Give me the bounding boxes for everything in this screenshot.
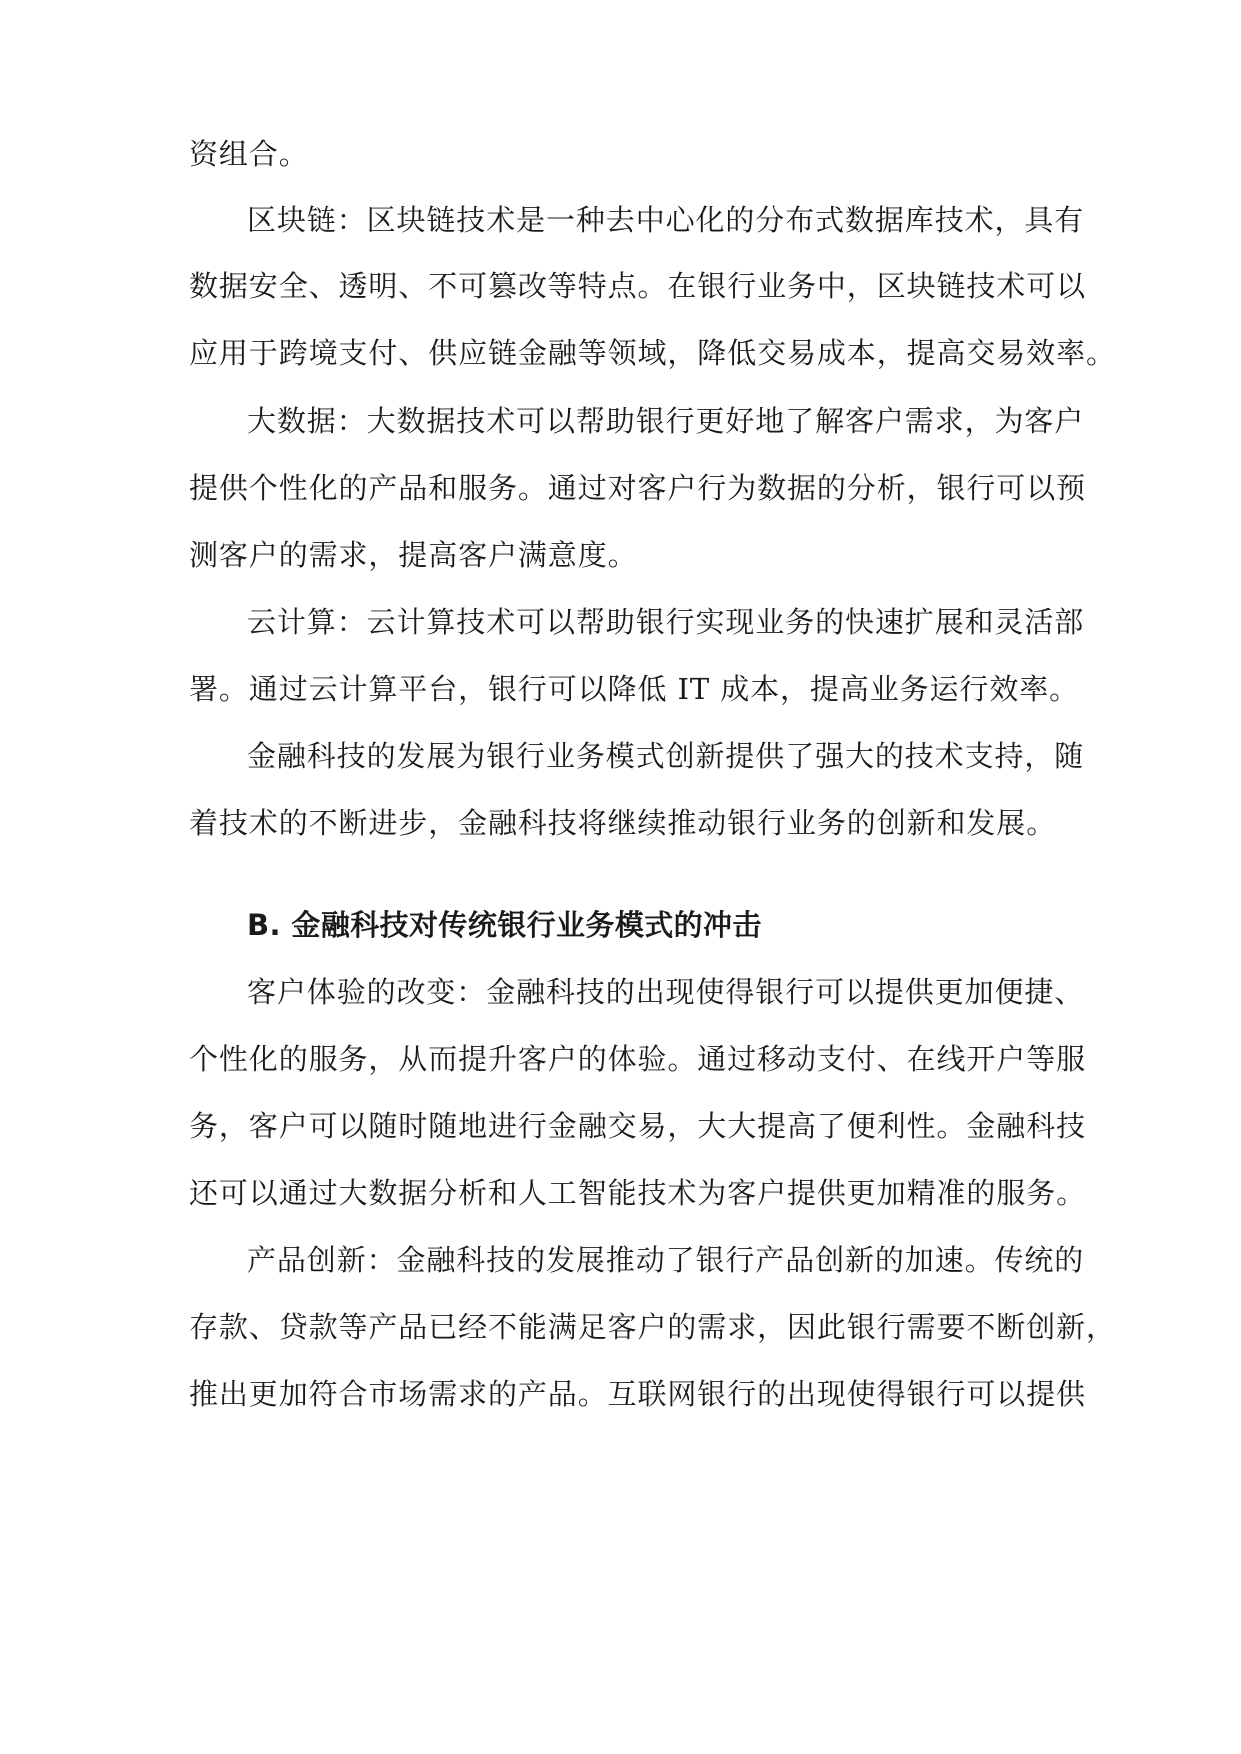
paragraph-summary-line: 着技术的不断进步，金融科技将继续推动银行业务的创新和发展。	[189, 806, 1057, 840]
paragraph-cloud-line: 云计算：云计算技术可以帮助银行实现业务的快速扩展和灵活部	[247, 605, 1085, 639]
paragraph-intro-line: 资组合。	[189, 137, 309, 171]
paragraph-product-line: 产品创新：金融科技的发展推动了银行产品创新的加速。传统的	[247, 1243, 1085, 1277]
paragraph-customer-line: 客户体验的改变：金融科技的出现使得银行可以提供更加便捷、	[247, 975, 1085, 1009]
paragraph-summary-line: 金融科技的发展为银行业务模式创新提供了强大的技术支持，随	[247, 739, 1085, 773]
paragraph-bigdata-line: 大数据：大数据技术可以帮助银行更好地了解客户需求，为客户	[247, 404, 1085, 438]
paragraph-bigdata-line: 测客户的需求，提高客户满意度。	[189, 538, 638, 572]
paragraph-bigdata-line: 提供个性化的产品和服务。通过对客户行为数据的分析，银行可以预	[189, 471, 1087, 505]
section-heading: B. 金融科技对传统银行业务模式的冲击	[247, 908, 762, 942]
paragraph-customer-line: 务，客户可以随时随地进行金融交易，大大提高了便利性。金融科技	[189, 1109, 1087, 1143]
paragraph-blockchain-line: 应用于跨境支付、供应链金融等领域，降低交易成本，提高交易效率。	[189, 336, 1116, 370]
paragraph-customer-line: 还可以通过大数据分析和人工智能技术为客户提供更加精准的服务。	[189, 1176, 1087, 1210]
paragraph-product-line: 存款、贷款等产品已经不能满足客户的需求，因此银行需要不断创新，	[189, 1310, 1116, 1344]
paragraph-product-line: 推出更加符合市场需求的产品。互联网银行的出现使得银行可以提供	[189, 1377, 1087, 1411]
paragraph-blockchain-line: 数据安全、透明、不可篡改等特点。在银行业务中，区块链技术可以	[189, 269, 1087, 303]
paragraph-blockchain-line: 区块链：区块链技术是一种去中心化的分布式数据库技术，具有	[247, 203, 1085, 237]
paragraph-customer-line: 个性化的服务，从而提升客户的体验。通过移动支付、在线开户等服	[189, 1042, 1087, 1076]
paragraph-cloud-line: 署。通过云计算平台，银行可以降低 IT 成本，提高业务运行效率。	[189, 672, 1080, 706]
